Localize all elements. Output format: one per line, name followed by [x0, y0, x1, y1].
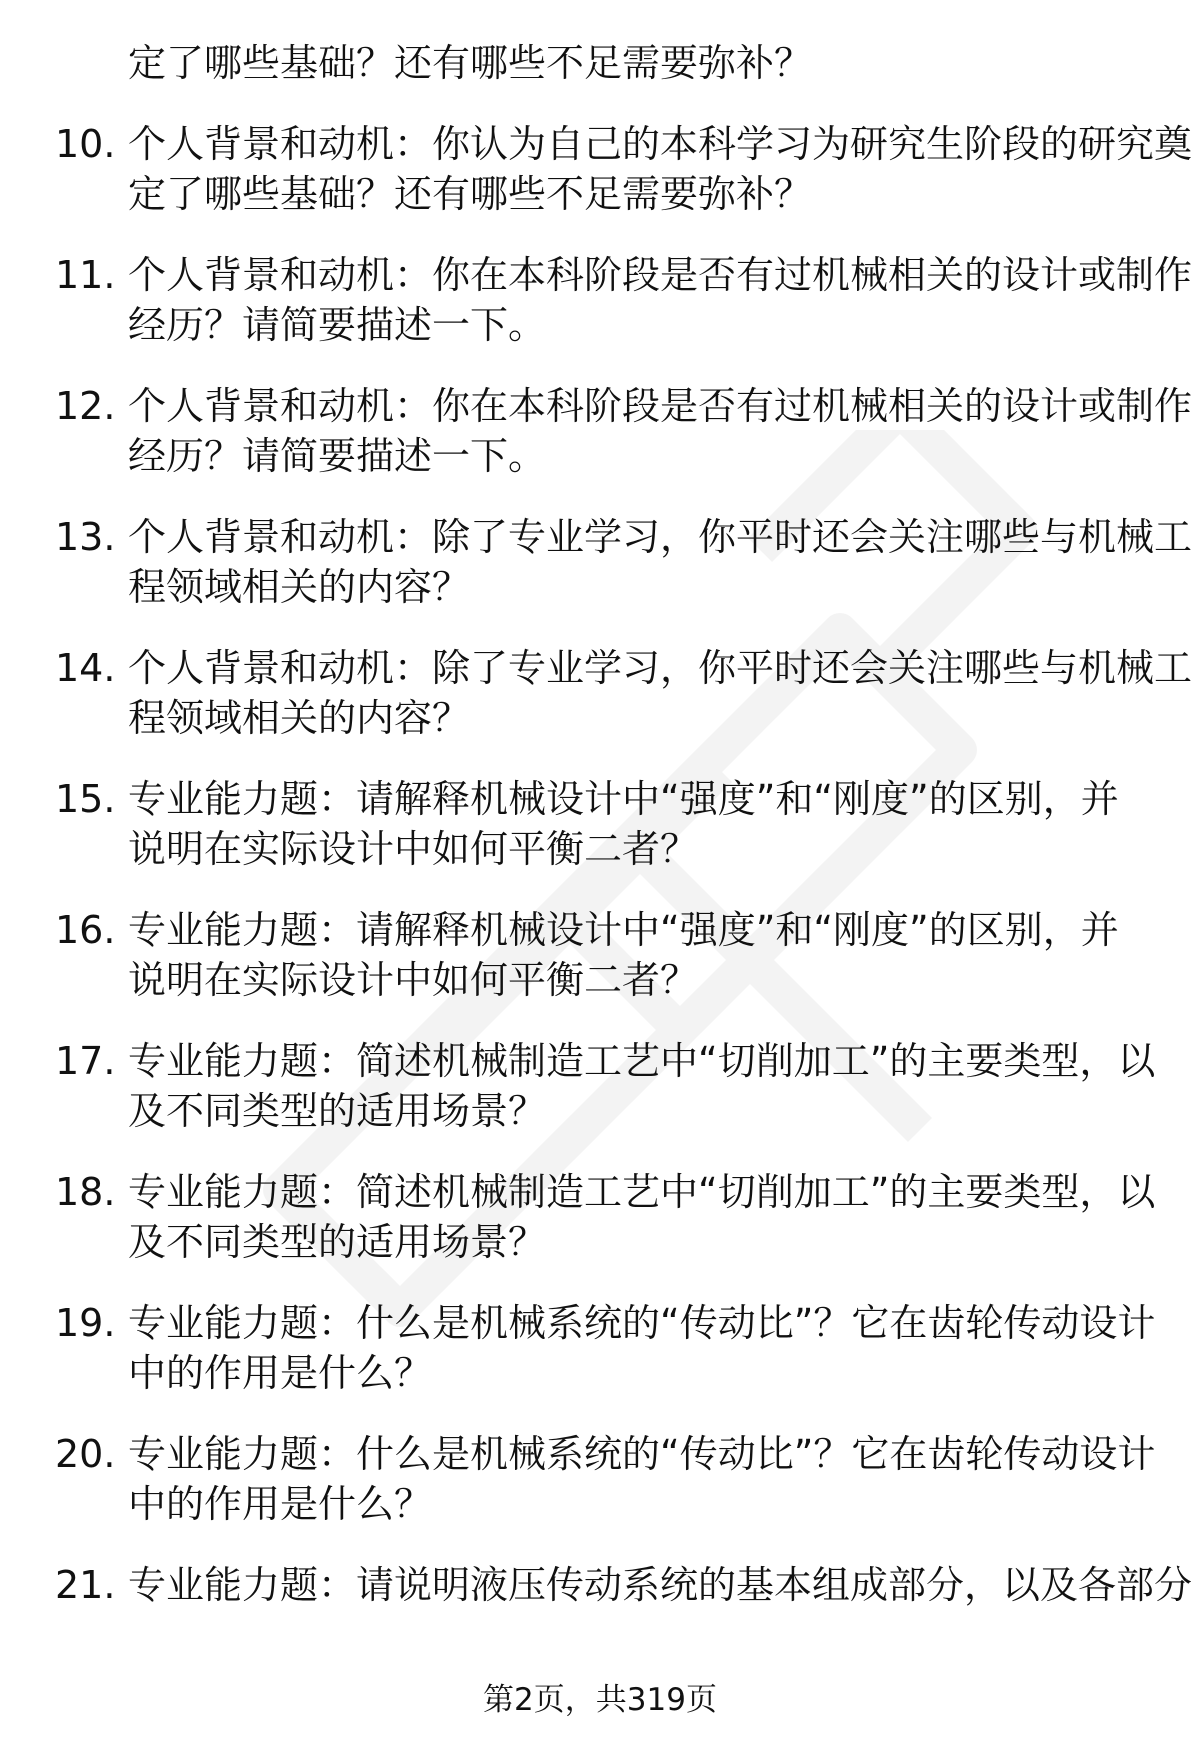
- question-text-line: 及不同类型的适用场景？: [128, 1089, 547, 1133]
- question-item-14: [55, 643, 1193, 743]
- question-number: 10.: [55, 122, 116, 166]
- question-text-line: 经历？请简要描述一下。: [128, 303, 547, 347]
- question-item-11: [55, 250, 1193, 350]
- question-item-18: [55, 1167, 1156, 1267]
- question-text-line: 个人背景和动机：你在本科阶段是否有过机械相关的设计或制作: [128, 253, 1193, 297]
- question-number: 20.: [55, 1432, 116, 1476]
- question-number: 15.: [55, 777, 116, 821]
- question-text-line: 个人背景和动机：除了专业学习，你平时还会关注哪些与机械工: [128, 515, 1193, 559]
- question-number: 11.: [55, 253, 116, 297]
- question-item-12: [55, 381, 1193, 481]
- question-text-line: 经历？请简要描述一下。: [128, 434, 547, 478]
- question-list: [55, 38, 1193, 1641]
- question-item-10: [55, 119, 1193, 219]
- question-number: 16.: [55, 908, 116, 952]
- page-footer: 第2页，共319页: [483, 1682, 717, 1718]
- question-number: 14.: [55, 646, 116, 690]
- question-text-line: 中的作用是什么？: [128, 1482, 433, 1526]
- question-item-13: [55, 512, 1193, 612]
- question-item-15: [55, 774, 1145, 874]
- question-text-line: 中的作用是什么？: [128, 1351, 433, 1395]
- question-number: 13.: [55, 515, 116, 559]
- question-text-line: 程领域相关的内容？: [128, 565, 471, 609]
- question-text-line: 程领域相关的内容？: [128, 696, 471, 740]
- question-text-line: 专业能力题：请说明液压传动系统的基本组成部分，以及各部分: [128, 1563, 1193, 1607]
- question-text-line: 专业能力题：什么是机械系统的“传动比”？它在齿轮传动设计: [128, 1301, 1156, 1345]
- question-item-19: [55, 1298, 1156, 1398]
- question-text-line: 专业能力题：简述机械制造工艺中“切削加工”的主要类型，以: [128, 1170, 1156, 1214]
- question-text-line: 专业能力题：请解释机械设计中“强度”和“刚度”的区别，并: [128, 908, 1119, 952]
- question-number: 18.: [55, 1170, 116, 1214]
- question-number: 21.: [55, 1563, 116, 1607]
- question-text-line: 定了哪些基础？还有哪些不足需要弥补？: [128, 172, 813, 216]
- question-item-17: [55, 1036, 1156, 1136]
- question-number: 12.: [55, 384, 116, 428]
- question-text-line: 个人背景和动机：除了专业学习，你平时还会关注哪些与机械工: [128, 646, 1193, 690]
- question-text-line: 专业能力题：简述机械制造工艺中“切削加工”的主要类型，以: [128, 1039, 1156, 1083]
- question-item-16: [55, 905, 1145, 1005]
- question-text-line: 说明在实际设计中如何平衡二者？: [128, 827, 699, 871]
- question-text-line: 专业能力题：请解释机械设计中“强度”和“刚度”的区别，并: [128, 777, 1119, 821]
- continuation-line: 定了哪些基础？还有哪些不足需要弥补？: [128, 41, 813, 85]
- question-text-line: 及不同类型的适用场景？: [128, 1220, 547, 1264]
- question-text-line: 个人背景和动机：你在本科阶段是否有过机械相关的设计或制作: [128, 384, 1193, 428]
- question-text-line: 说明在实际设计中如何平衡二者？: [128, 958, 699, 1002]
- question-number: 17.: [55, 1039, 116, 1083]
- question-text-line: 专业能力题：什么是机械系统的“传动比”？它在齿轮传动设计: [128, 1432, 1156, 1476]
- question-item-20: [55, 1429, 1156, 1529]
- question-text-line: 个人背景和动机：你认为自己的本科学习为研究生阶段的研究奠: [128, 122, 1193, 166]
- question-number: 19.: [55, 1301, 116, 1345]
- question-item-21: [55, 1560, 1193, 1610]
